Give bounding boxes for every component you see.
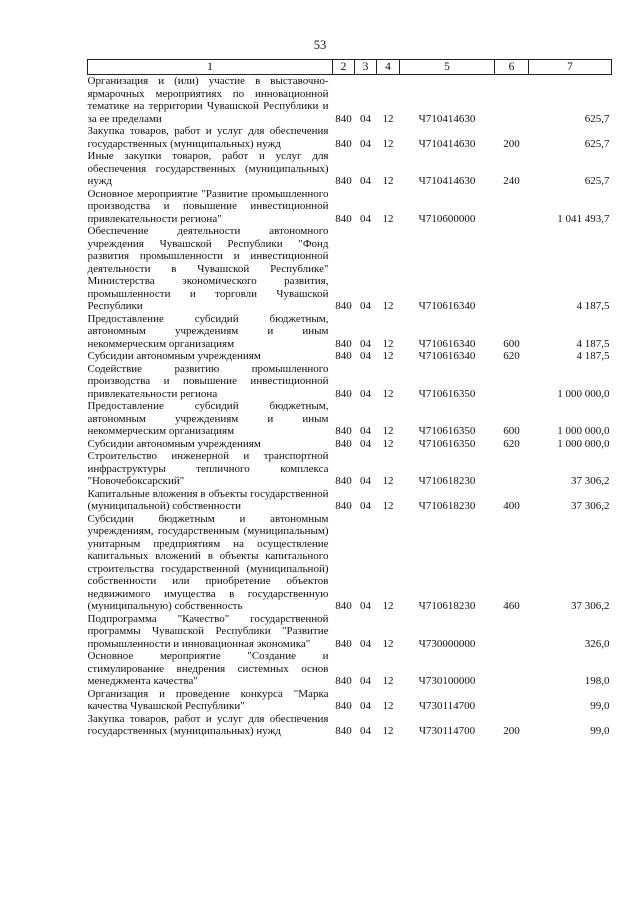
amount-cell: 625,7 xyxy=(584,175,610,187)
subsection-code-cell: 12 xyxy=(382,300,394,312)
amount-cell: 198,0 xyxy=(584,675,610,687)
expense-type-cell: 200 xyxy=(503,725,520,737)
amount-cell: 1 000 000,0 xyxy=(557,437,610,450)
table-row xyxy=(88,688,612,713)
ministry-code-cell: 840 xyxy=(335,637,352,650)
section-code-cell: 04 xyxy=(360,475,371,487)
header-cell: 7 xyxy=(529,60,612,75)
amount-cell: 625,7 xyxy=(584,137,610,150)
target-article-cell: Ч710616340 xyxy=(418,350,476,362)
subsection-code-cell: 12 xyxy=(382,600,394,612)
subsection-code-cell: 12 xyxy=(382,387,394,400)
section-code-cell: 04 xyxy=(360,300,371,312)
section-code-cell: 04 xyxy=(360,437,371,450)
section-code-cell: 04 xyxy=(360,337,371,350)
expense-type-cell xyxy=(495,613,529,651)
target-article-cell: Ч710618230 xyxy=(418,475,476,487)
row-name-cell: Предоставление субсидий бюджетным, автономным учреждениям и иным некоммерческим организациям xyxy=(87,400,329,437)
table-row xyxy=(88,713,612,738)
target-article-cell: Ч710616350 xyxy=(418,425,476,437)
table-row xyxy=(88,438,612,451)
row-name-cell: Закупка товаров, работ и услуг для обеспечения государственных (муниципальных) нужд xyxy=(87,125,329,150)
target-article-cell: Ч730000000 xyxy=(418,637,476,650)
subsection-code-cell: 12 xyxy=(382,112,394,125)
expense-type-cell xyxy=(495,75,529,126)
target-article-cell: Ч710414630 xyxy=(418,112,476,125)
section-code-cell: 04 xyxy=(360,350,371,362)
row-name-cell: Иные закупки товаров, работ и услуг для обеспечения государственных (муниципальных) нужд xyxy=(87,150,329,187)
section-code-cell: 04 xyxy=(360,387,371,400)
table-header-row xyxy=(88,60,612,75)
amount-cell: 1 000 000,0 xyxy=(557,425,610,437)
target-article-cell: Ч710616340 xyxy=(418,300,476,312)
table-row xyxy=(88,188,612,226)
subsection-code-cell: 12 xyxy=(382,500,394,512)
table-row xyxy=(88,513,612,613)
ministry-code-cell: 840 xyxy=(335,425,352,437)
subsection-code-cell: 12 xyxy=(382,637,394,650)
row-name-cell: Организация и (или) участие в выставочно-ярмарочных мероприятиях по инновационной тематике на территории Чувашской Республики и за ее пределами xyxy=(87,75,329,125)
ministry-code-cell: 840 xyxy=(335,112,352,125)
expense-type-cell xyxy=(495,225,529,313)
ministry-code-cell: 840 xyxy=(335,600,352,612)
subsection-code-cell: 12 xyxy=(382,425,394,437)
amount-cell: 37 306,2 xyxy=(571,500,610,512)
subsection-code-cell: 12 xyxy=(382,725,394,737)
subsection-code-cell: 12 xyxy=(382,350,394,362)
section-code-cell: 04 xyxy=(360,675,371,687)
ministry-code-cell: 840 xyxy=(335,300,352,312)
target-article-cell: Ч710616350 xyxy=(418,387,476,400)
table-row xyxy=(88,225,612,313)
section-code-cell: 04 xyxy=(360,175,371,187)
target-article-cell: Ч730114700 xyxy=(418,700,476,712)
ministry-code-cell: 840 xyxy=(335,437,352,450)
ministry-code-cell: 840 xyxy=(335,500,352,512)
ministry-code-cell: 840 xyxy=(335,212,352,225)
subsection-code-cell: 12 xyxy=(382,337,394,350)
expense-type-cell: 620 xyxy=(503,350,520,362)
subsection-code-cell: 12 xyxy=(382,137,394,150)
target-article-cell: Ч710414630 xyxy=(418,175,476,187)
table-row xyxy=(88,488,612,513)
expense-type-cell: 600 xyxy=(503,337,520,350)
table-row xyxy=(88,400,612,438)
table-row xyxy=(88,350,612,363)
header-cell: 4 xyxy=(377,60,400,75)
subsection-code-cell: 12 xyxy=(382,700,394,712)
expense-type-cell: 460 xyxy=(503,600,520,612)
section-code-cell: 04 xyxy=(360,425,371,437)
amount-cell: 4 187,5 xyxy=(576,337,610,350)
header-cell: 5 xyxy=(400,60,495,75)
expense-type-cell: 620 xyxy=(503,437,520,450)
ministry-code-cell: 840 xyxy=(335,137,352,150)
row-name-cell: Обеспечение деятельности автономного учреждения Чувашской Республики "Фонд развития промышленности и инвестиционной деятельности в Чувашской Республике" Министерства экономического развития, промышленности и торговли Чувашской Республики xyxy=(87,225,329,312)
header-cell: 3 xyxy=(355,60,377,75)
expense-type-cell: 600 xyxy=(503,425,520,437)
table-row xyxy=(88,450,612,488)
budget-table xyxy=(87,59,612,738)
expense-type-cell: 240 xyxy=(503,175,520,187)
header-cell: 1 xyxy=(88,60,333,75)
ministry-code-cell: 840 xyxy=(335,337,352,350)
row-name-cell: Содействие развитию промышленного производства и повышение инвестиционной привлекательности региона xyxy=(87,362,329,400)
expense-type-cell xyxy=(495,188,529,226)
section-code-cell: 04 xyxy=(360,725,371,737)
amount-cell: 625,7 xyxy=(584,112,610,125)
table-row xyxy=(88,613,612,651)
amount-cell: 99,0 xyxy=(590,725,610,737)
table-row xyxy=(88,125,612,150)
row-name-cell: Основное мероприятие "Развитие промышленного производства и повышение инвестиционной привлекательности региона" xyxy=(87,187,329,225)
section-code-cell: 04 xyxy=(360,212,371,225)
amount-cell: 1 041 493,7 xyxy=(557,212,610,225)
expense-type-cell xyxy=(495,450,529,488)
ministry-code-cell: 840 xyxy=(335,675,352,687)
amount-cell: 1 000 000,0 xyxy=(557,387,610,400)
ministry-code-cell: 840 xyxy=(335,387,352,400)
section-code-cell: 04 xyxy=(360,637,371,650)
expense-type-cell xyxy=(495,363,529,401)
row-name-cell: Подпрограмма "Качество" государственной программы Чувашской Республики "Развитие промышленности и инновационная экономика" xyxy=(87,612,329,650)
target-article-cell: Ч730114700 xyxy=(418,725,476,737)
row-name-cell: Предоставление субсидий бюджетным, автономным учреждениям и иным некоммерческим организациям xyxy=(87,312,329,350)
ministry-code-cell: 840 xyxy=(335,175,352,187)
table-row xyxy=(88,363,612,401)
expense-type-cell: 400 xyxy=(503,500,520,512)
subsection-code-cell: 12 xyxy=(382,475,394,487)
subsection-code-cell: 12 xyxy=(382,175,394,187)
row-name-cell: Организация и проведение конкурса "Марка качества Чувашской Республики" xyxy=(87,687,329,712)
subsection-code-cell: 12 xyxy=(382,675,394,687)
amount-cell: 99,0 xyxy=(590,700,610,712)
expense-type-cell xyxy=(495,688,529,713)
row-name-cell: Субсидии бюджетным и автономным учреждениям, государственным (муниципальным) унитарным предприятиям на осуществление капитальных вложений в объекты капитального строительства государственной (муниципальной) собственности или приобретение объектов недвижимого имущества в государственную (муниципальную) собственность xyxy=(87,512,329,612)
ministry-code-cell: 840 xyxy=(335,725,352,737)
section-code-cell: 04 xyxy=(360,700,371,712)
target-article-cell: Ч710616350 xyxy=(418,437,476,450)
amount-cell: 326,0 xyxy=(584,637,610,650)
target-article-cell: Ч710414630 xyxy=(418,137,476,150)
amount-cell: 37 306,2 xyxy=(571,600,610,612)
row-name-cell: Строительство инженерной и транспортной инфраструктуры тепличного комплекса "Новочебоксарский" xyxy=(87,450,329,487)
row-name-cell: Закупка товаров, работ и услуг для обеспечения государственных (муниципальных) нужд xyxy=(87,712,329,737)
target-article-cell: Ч730100000 xyxy=(418,675,476,687)
subsection-code-cell: 12 xyxy=(382,212,394,225)
table-row xyxy=(88,150,612,188)
table-row xyxy=(88,313,612,351)
header-cell: 6 xyxy=(495,60,529,75)
row-name-cell: Основное мероприятие "Создание и стимулирование внедрения системных основ менеджмента качества" xyxy=(87,650,329,687)
row-name-cell: Субсидии автономным учреждениям xyxy=(87,437,261,450)
expense-type-cell xyxy=(495,650,529,688)
table-body xyxy=(88,75,612,738)
target-article-cell: Ч710600000 xyxy=(418,212,476,225)
section-code-cell: 04 xyxy=(360,137,371,150)
ministry-code-cell: 840 xyxy=(335,475,352,487)
target-article-cell: Ч710618230 xyxy=(418,500,476,512)
amount-cell: 37 306,2 xyxy=(571,475,610,487)
header-cell: 2 xyxy=(333,60,355,75)
target-article-cell: Ч710618230 xyxy=(418,600,476,612)
expense-type-cell: 200 xyxy=(503,137,520,150)
subsection-code-cell: 12 xyxy=(382,437,394,450)
section-code-cell: 04 xyxy=(360,600,371,612)
target-article-cell: Ч710616340 xyxy=(418,337,476,350)
row-name-cell: Субсидии автономным учреждениям xyxy=(87,350,261,362)
section-code-cell: 04 xyxy=(360,500,371,512)
amount-cell: 4 187,5 xyxy=(576,350,610,362)
amount-cell: 4 187,5 xyxy=(576,300,610,312)
section-code-cell: 04 xyxy=(360,112,371,125)
table-row xyxy=(88,650,612,688)
table-row xyxy=(88,75,612,126)
page-number: 53 xyxy=(313,38,327,52)
ministry-code-cell: 840 xyxy=(335,350,352,362)
ministry-code-cell: 840 xyxy=(335,700,352,712)
row-name-cell: Капитальные вложения в объекты государственной (муниципальной) собственности xyxy=(87,487,329,512)
